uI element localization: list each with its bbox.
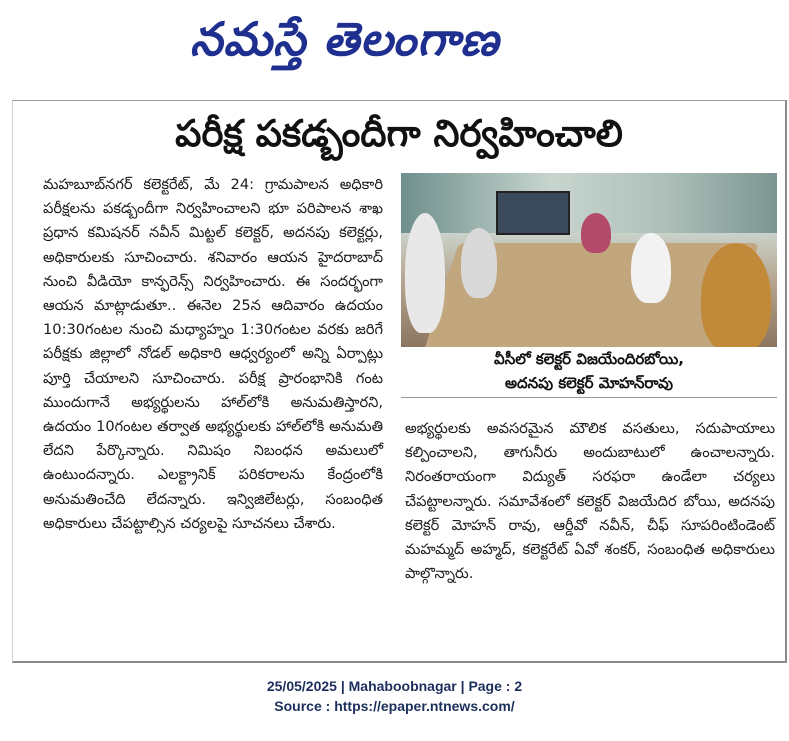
article-left-column — [43, 173, 383, 536]
photo-person — [461, 228, 497, 298]
photo-caption-line1: వీసీలో కలెక్టర్ విజయేందిరబోయి, — [494, 350, 684, 368]
photo-person — [631, 233, 671, 303]
footer-source: Source : https://epaper.ntnews.com/ — [274, 698, 515, 714]
photo-screen — [496, 191, 570, 235]
caption-divider — [401, 397, 777, 398]
masthead-title: నమస్తే తెలంగాణ — [190, 12, 500, 66]
article-right-column — [405, 417, 775, 586]
article-clipping — [12, 100, 787, 663]
photo-person — [581, 213, 611, 253]
newspaper-masthead — [0, 0, 789, 78]
photo-caption-line2: అదనపు కలెక్టర్ మోహన్‌రావు — [505, 374, 673, 392]
clipping-footer — [0, 676, 789, 716]
photo-caption — [401, 347, 777, 395]
article-body-right: అభ్యర్థులకు అవసరమైన మౌలిక వసతులు, సదుపాయాలు కల్పించాలని, తాగునీరు అందుబాటులో ఉంచాలన్నారు. నిరంతరాయంగా విద్యుత్ సరఫరా ఉండేలా చర్యలు చేపట్టాలన్నారు. సమావేశంలో కలెక్టర్ విజయేదిర బోయి, అదనపు కలెక్టర్ మోహన్ రావు, ఆర్డీవో నవీన్, చీఫ్ సూపరింటిండెంట్ మహమ్మద్ అహ్మద్, కలెక్టరేట్ ఏవో శంకర్, సంబంధిత అధికారులు పాల్గొన్నారు. — [405, 420, 775, 583]
photo-person — [405, 213, 445, 333]
photo-person — [701, 243, 771, 347]
article-body-left: మహబూబ్‌నగర్ కలెక్టరేట్, మే 24: గ్రామపాలన అధికారి పరీక్షలను పకడ్బందీగా నిర్వహించాలని భూ పరిపాలన శాఖ ప్రధాన కమిషనర్ నవీన్ మిట్టల్ కలెక్టర్, అదనపు కలెక్టర్లు, అధికారులకు సూచించారు. శనివారం ఆయన హైదరాబాద్ నుంచి వీడియో కాన్ఫరెన్స్ నిర్వహించారు. ఈ సందర్భంగా ఆయన మాట్లాడుతూ.. ఈనెల 25న ఆదివారం ఉదయం 10:30గంటల నుంచి మధ్యాహ్నం 1:30గంటల వరకు జరిగే పరీక్షకు జిల్లాలో నోడల్ అధికారి ఆధ్వర్యంలో అన్ని ఏర్పాట్లు పూర్తి చేయాలని సూచించారు. పరీక్ష ప్రారంభానికి గంట ముందుగానే అభ్యర్థులను హాల్‌లోకి అనుమతిస్తారని, ఉదయం 10గంటల తర్వాత అభ్యర్థులకు హాల్‌లోకి అనుమతి లేదని పేర్కొన్నారు. నిమిషం నిబంధన అమలులో ఉంటుందన్నారు. ఎలక్ట్రానిక్ పరికరాలను కేంద్రంలోకి అనుమతించేది లేదన్నారు. ఇన్విజిలేటర్లు, సంబంధిత అధికారులు చేపట్టాల్సిన చర్యలపై సూచనలు చేశారు. — [43, 176, 383, 532]
article-headline: పరీక్ష పకడ్బందీగా నిర్వహించాలి — [175, 112, 623, 155]
footer-date-edition: 25/05/2025 | Mahaboobnagar | Page : 2 — [266, 678, 523, 694]
article-photo — [401, 173, 777, 347]
